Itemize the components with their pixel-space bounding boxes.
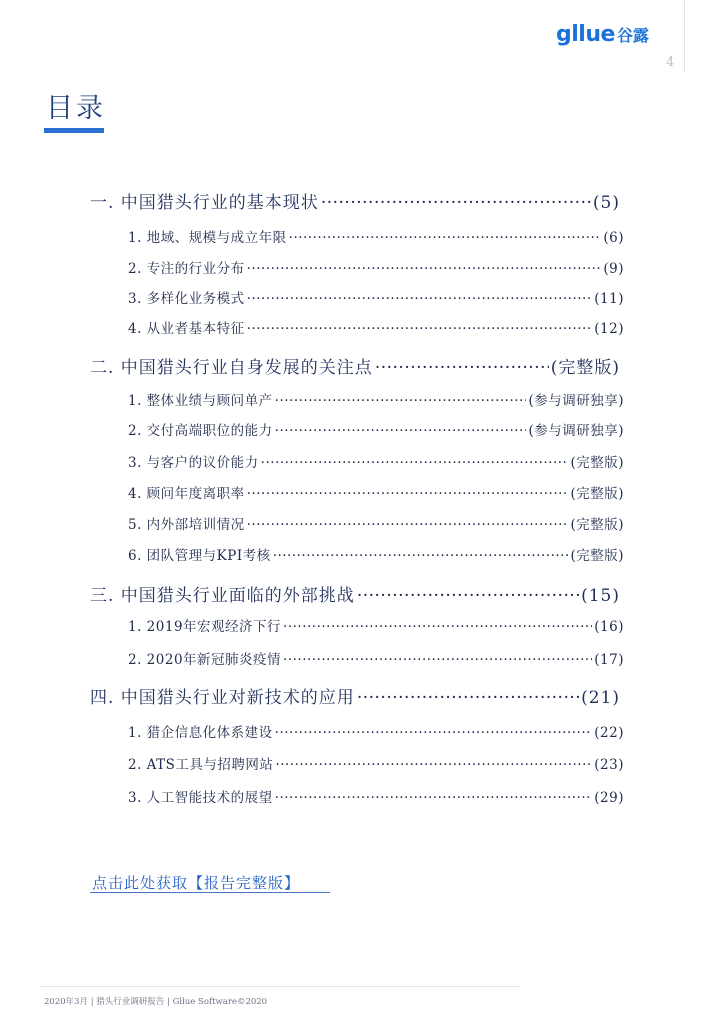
logo-wordmark: gllue (556, 22, 615, 47)
toc-entry-label: 2. 交付高端职位的能力 (128, 423, 273, 439)
toc-entry-page: (5) (592, 193, 620, 213)
toc-entry-page: (完整版) (570, 517, 624, 533)
toc-entry-label: 3. 与客户的议价能力 (128, 455, 259, 471)
toc-entry-page: (参与调研独享) (528, 393, 624, 409)
page-title: 目录 (46, 93, 106, 124)
toc-section-entry[interactable] (90, 683, 620, 708)
toc-subsection-entry[interactable] (128, 257, 624, 277)
toc-subsection-entry[interactable] (128, 287, 624, 307)
toc-entry-label: 三. 中国猎头行业面临的外部挑战 (90, 586, 355, 606)
toc-entry-page: (15) (581, 586, 620, 606)
toc-leader-dots (321, 193, 591, 213)
toc-subsection-entry[interactable] (128, 753, 624, 773)
toc-subsection-entry[interactable] (128, 389, 624, 409)
toc-entry-page: (22) (594, 725, 624, 741)
toc-entry-label: 2. 专注的行业分布 (128, 261, 245, 277)
toc-entry-label: 1. 整体业绩与顾问单产 (128, 393, 273, 409)
toc-leader-dots (247, 321, 593, 337)
toc-entry-label: 5. 内外部培训情况 (128, 517, 245, 533)
toc-entry-label: 一. 中国猎头行业的基本现状 (90, 193, 319, 213)
toc-leader-dots (283, 652, 592, 668)
header-divider (684, 0, 685, 72)
toc-entry-page: (9) (603, 261, 624, 277)
toc-subsection-entry[interactable] (128, 226, 624, 246)
footer-text: 2020年3月 | 猎头行业调研报告 | Gllue Software©2020 (44, 997, 268, 1007)
toc-entry-label: 2. ATS工具与招聘网站 (128, 757, 274, 773)
toc-subsection-entry[interactable] (128, 721, 624, 741)
toc-leader-dots (275, 790, 593, 806)
toc-entry-label: 4. 顾问年度离职率 (128, 486, 245, 502)
toc-leader-dots (275, 393, 527, 409)
toc-leader-dots (357, 688, 579, 708)
toc-entry-page: (17) (594, 652, 624, 668)
toc-leader-dots (275, 725, 593, 741)
toc-entry-page: (6) (603, 230, 624, 246)
gllue-logo (556, 22, 649, 47)
toc-entry-label: 6. 团队管理与KPI考核 (128, 548, 271, 564)
toc-subsection-entry[interactable] (128, 544, 624, 564)
toc-leader-dots (275, 423, 527, 439)
full-report-link-underline (90, 892, 330, 893)
toc-subsection-entry[interactable] (128, 419, 624, 439)
toc-section-entry[interactable] (90, 353, 620, 378)
toc-entry-label: 3. 多样化业务模式 (128, 291, 245, 307)
toc-leader-dots (375, 358, 549, 378)
toc-leader-dots (247, 291, 593, 307)
toc-entry-page: (完整版) (570, 455, 624, 471)
toc-entry-label: 1. 2019年宏观经济下行 (128, 619, 282, 635)
toc-subsection-entry[interactable] (128, 786, 624, 806)
footer-divider (40, 986, 520, 987)
full-report-link[interactable]: 点击此处获取【报告完整版】 (92, 874, 301, 892)
toc-entry-page: (完整版) (550, 358, 620, 378)
toc-subsection-entry[interactable] (128, 482, 624, 502)
logo-chinese-name: 谷露 (616, 26, 649, 45)
toc-entry-page: (29) (594, 790, 624, 806)
toc-leader-dots (261, 455, 569, 471)
toc-entry-page: (完整版) (570, 486, 624, 502)
toc-entry-label: 1. 地域、规模与成立年限 (128, 230, 287, 246)
title-underline-bar (44, 128, 104, 133)
toc-leader-dots (357, 586, 579, 606)
toc-entry-label: 4. 从业者基本特征 (128, 321, 245, 337)
toc-entry-page: (参与调研独享) (528, 423, 624, 439)
toc-entry-label: 3. 人工智能技术的展望 (128, 790, 273, 806)
toc-entry-page: (12) (594, 321, 624, 337)
toc-leader-dots (283, 619, 592, 635)
toc-section-entry[interactable] (90, 188, 620, 213)
toc-entry-label: 2. 2020年新冠肺炎疫情 (128, 652, 282, 668)
toc-leader-dots (247, 261, 602, 277)
page-number: 4 (666, 55, 675, 70)
toc-entry-page: (完整版) (570, 548, 624, 564)
toc-subsection-entry[interactable] (128, 317, 624, 337)
toc-subsection-entry[interactable] (128, 513, 624, 533)
toc-entry-page: (16) (594, 619, 624, 635)
toc-subsection-entry[interactable] (128, 451, 624, 471)
toc-section-entry[interactable] (90, 581, 620, 606)
toc-entry-page: (11) (594, 291, 624, 307)
toc-subsection-entry[interactable] (128, 615, 624, 635)
toc-entry-label: 1. 猎企信息化体系建设 (128, 725, 273, 741)
toc-entry-page: (21) (581, 688, 620, 708)
toc-entry-label: 二. 中国猎头行业自身发展的关注点 (90, 358, 373, 378)
toc-leader-dots (273, 548, 569, 564)
toc-entry-page: (23) (594, 757, 624, 773)
toc-leader-dots (247, 486, 569, 502)
toc-leader-dots (275, 757, 592, 773)
toc-entry-label: 四. 中国猎头行业对新技术的应用 (90, 688, 355, 708)
toc-subsection-entry[interactable] (128, 648, 624, 668)
toc-leader-dots (247, 517, 569, 533)
toc-leader-dots (289, 230, 602, 246)
